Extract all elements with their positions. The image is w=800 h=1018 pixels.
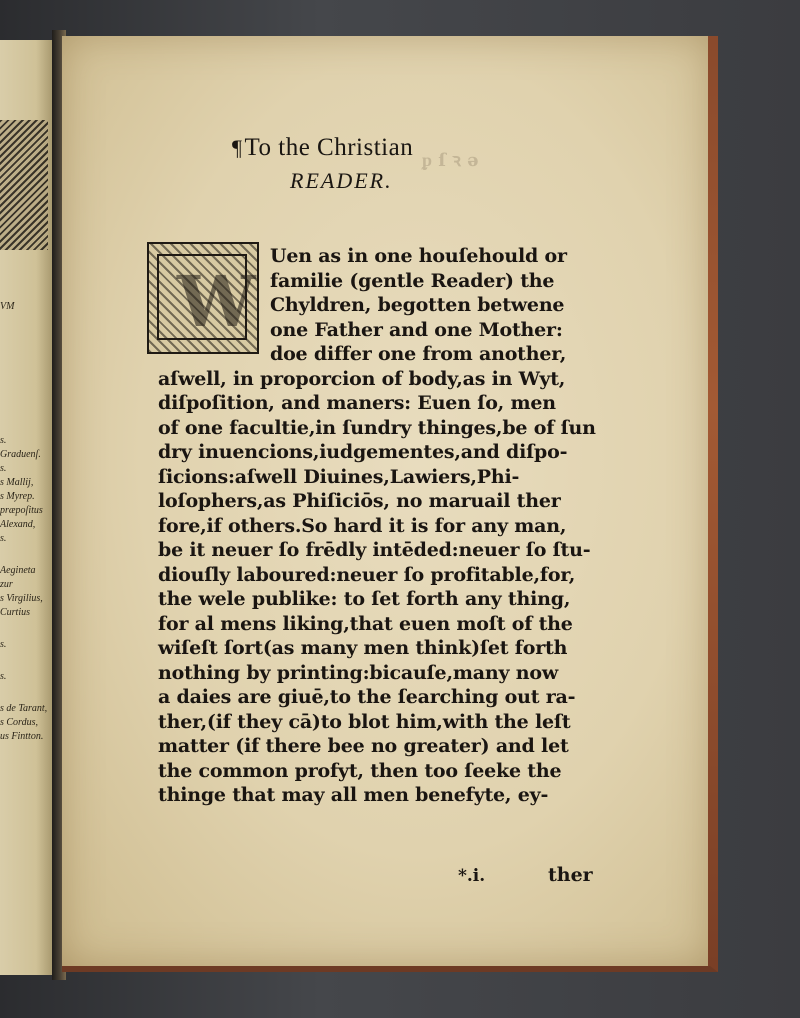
margin-note: s. xyxy=(0,435,7,446)
text-line: aſwell, in proporcion of body,as in Wyt, xyxy=(158,367,566,390)
margin-note: s. xyxy=(0,671,7,682)
margin-note: Graduenſ. xyxy=(0,449,41,460)
catchword: ther xyxy=(548,864,593,886)
margin-note: præpoſitus xyxy=(0,505,43,516)
text-line: loſophers,as Phiſiciōs, no maruail ther xyxy=(158,490,561,512)
page-heading xyxy=(232,134,413,162)
text-line: of one facultie,in ſundry thinges,be of ſun xyxy=(158,416,596,439)
margin-note: s. xyxy=(0,463,7,474)
margin-note: Aegineta xyxy=(0,565,36,576)
margin-note: s. xyxy=(0,639,7,650)
text-line: familie (gentle Reader) the xyxy=(270,269,555,292)
left-margin-notes xyxy=(0,300,50,744)
text-line: matter (if there bee no greater) and let xyxy=(158,735,569,757)
text-line: diouſly laboured:neuer ſo profitable,for, xyxy=(158,563,576,586)
margin-note: Curtius xyxy=(0,607,31,618)
margin-note: s Cordus, xyxy=(0,717,38,728)
document-page xyxy=(62,36,718,972)
margin-note: Alexand, xyxy=(0,519,36,530)
left-page-woodcut xyxy=(0,120,48,250)
margin-note: s de Tarant, xyxy=(0,703,48,714)
signature-mark: *.i. xyxy=(458,866,486,886)
text-line: dry inuencions,iudgementes,and diſpo- xyxy=(158,441,568,463)
text-line: the wele publike: to ſet forth any thing, xyxy=(158,588,571,610)
margin-note: s Virgilius, xyxy=(0,593,43,604)
text-line: fore,if others.So hard it is for any man, xyxy=(158,514,567,537)
margin-note: s Mallij, xyxy=(0,477,34,488)
left-facing-page xyxy=(0,40,55,975)
pilcrow-icon: ¶ xyxy=(232,135,243,160)
text-line: nothing by printing:bicauſe,many now xyxy=(158,661,558,684)
text-line: ther,(if they cā)to blot him,with the leſt xyxy=(158,710,571,733)
text-line: the common profyt, then too ſeeke the xyxy=(158,759,562,782)
text-line: diſpoſition, and maners: Euen ſo, men xyxy=(158,392,556,414)
text-line: a daies are giuē,to the ſearching out ra- xyxy=(158,686,576,708)
drop-cap-letter: W xyxy=(177,260,256,343)
margin-note: s Myrep. xyxy=(0,491,35,502)
margin-note: zur xyxy=(0,579,13,590)
text-line: Chyldren, begotten betwene xyxy=(270,294,565,316)
text-line: doe differ one from another, xyxy=(270,343,567,365)
show-through-text: ᵱ ſ ꝛ ǝ xyxy=(422,150,479,171)
margin-note: VM xyxy=(0,301,15,312)
text-line: wiſeſt ſort(as many men think)ſet forth xyxy=(158,637,568,659)
margin-note: us Fintton. xyxy=(0,731,44,742)
text-line: for al mens liking,that euen moſt of the xyxy=(158,612,573,635)
text-line: one Father and one Mother: xyxy=(270,318,563,341)
text-line: be it neuer ſo frēdly intēded:neuer ſo ſtu- xyxy=(158,539,591,561)
heading-text: To the Christian xyxy=(244,134,414,161)
text-line: thinge that may all men benefyte, ey- xyxy=(158,784,549,806)
text-line: Uen as in one houſehould or xyxy=(270,245,567,267)
text-line: ſicions:aſwell Diuines,Lawiers,Phi- xyxy=(158,465,520,488)
page-subheading: READER. xyxy=(290,168,393,193)
margin-note: s. xyxy=(0,533,7,544)
body-text xyxy=(158,244,628,808)
